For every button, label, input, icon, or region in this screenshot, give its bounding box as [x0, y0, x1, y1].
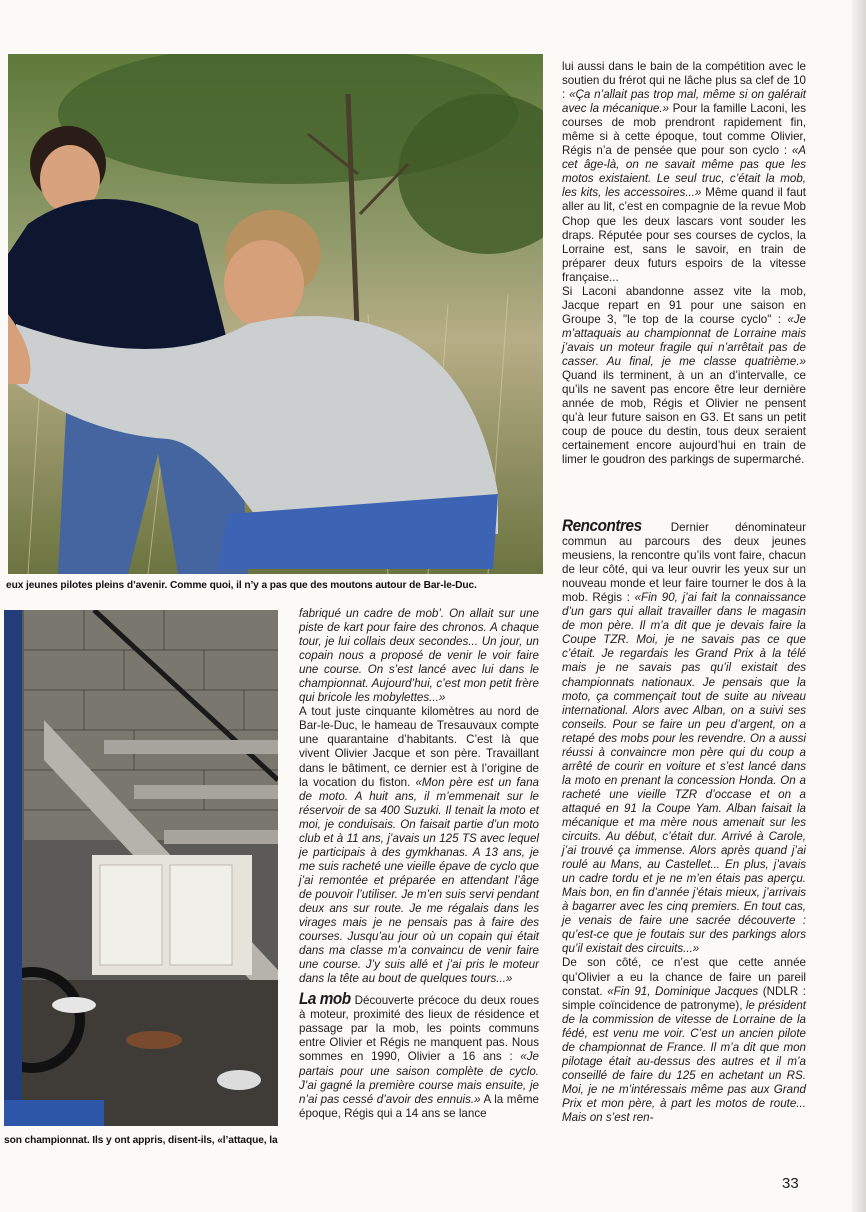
- quote-run: «A cet âge-là, on ne savait même pas que les motos existaient. Le seul truc, c’était la mob, les kits, les accessoires...»: [562, 144, 806, 200]
- photo-caption-top: eux jeunes pilotes pleins d’avenir. Comme quoi, il n’y a pas que des moutons autour de Bar-le-Duc.: [6, 580, 477, 591]
- text-run: A la même époque, Régis qui a 14 ans se lance: [299, 1092, 540, 1120]
- text-run: (NDLR : simple coïncidence de patronyme),: [562, 984, 807, 1012]
- quote-run: «Je partais pour une saison complète de cyclo. J’ai gagné la première course mais ensuite, je n’ai pas cessé d’avoir des ennuis.»: [299, 1050, 539, 1106]
- paragraph: [562, 516, 806, 956]
- paragraph: [562, 956, 806, 1125]
- paragraph: [299, 989, 540, 1120]
- text-run: lui aussi dans le bain de la compétition avec le soutien du frérot qui ne lâche plus sa clef de 10 :: [562, 60, 806, 102]
- quote-run: le président de la commission de vitesse de Lorraine de la fédé, est venu me voir. C’est un ancien pilote de championnat de France. Il m’a dit que mon pilotage était au-dessus des autres et il m’a conseillé de faire du 125 en achetant un RS. Moi, je ne m’intéressais même pas aux Grand Prix et mon père, à part les motos de route... Mais on s’est ren-: [562, 998, 806, 1124]
- quote-run: «Fin 91, Dominique Jacques: [607, 984, 759, 998]
- text-run: Pour la famille Laconi, les courses de mob prendront rapidement fin, même si à cette époque, tout comme Olivier, Régis n’a de pensée que pour son cyclo :: [562, 102, 807, 158]
- section-heading-la-mob: La mob: [299, 989, 351, 1009]
- paragraph: fabriqué un cadre de mob’. On allait sur une piste de kart pour faire des chronos. A chaque tour, je lui collais deux secondes... Un jour, un copain nous a proposé de venir le voir faire une course. On s’est lancé avec lui dans le championnat. Aujourd’hui, c’est mon petit frère qui bricole les mobylettes...»: [299, 607, 539, 705]
- paragraph: [299, 705, 539, 986]
- text-run: Quand ils terminent, à un an d’intervalle, ce qu’ils ne savent pas encore être leur dernière année de mob, Régis et Olivier ne pensent qu’à leur future saison en G3. Et sans un petit coup de pouce du destin, tous deux seraient certainement encore aujourd’hui en train de limer le goudron des parkings de supermarché.: [562, 369, 806, 467]
- quote-run: «Je m’attaquais au championnat de Lorraine mais j’avais un moteur fragile qui n’arrêtait pas de casser. Au final, je me classe quatrième.»: [562, 312, 806, 368]
- text-run: Découverte précoce du deux roues à moteur, proximité des lieux de résidence et passage par la mob, les points communs entre Olivier et Régis ne manquent pas. Nous sommes en 1990, Olivier a 16 ans :: [299, 994, 539, 1064]
- paragraph: [562, 60, 806, 285]
- text-run: Si Laconi abandonne assez vite la mob, Jacque repart en 91 pour une saison en Groupe 3, "le top de la course cyclo" :: [562, 284, 806, 326]
- page-edge: [852, 0, 866, 1212]
- text-run: A tout juste cinquante kilomètres au nord de Bar-le-Duc, le hameau de Tresauvaux compte une quarantaine d’habitants. C’est là que vivent Olivier Jacque et son père. Travaillant dans le bâtiment, ce dernier est à l’origine de la vocation du fiston.: [299, 705, 539, 789]
- text-run: Dernier dénominateur commun au parcours des deux jeunes meusiens, la rencontre qu’ils vont faire, chacun de leur côté, qui va leur ouvrir les yeux sur un nouveau monde et leur faire tourner le dos à la mob. Régis :: [562, 521, 806, 605]
- page-number: 33: [782, 1175, 799, 1192]
- article-column-right-bottom: [562, 516, 807, 1125]
- text-run: De son côté, ce n’est que cette année qu’Olivier a eu la chance de faire un pareil constat.: [562, 956, 806, 998]
- article-column-middle: [299, 607, 539, 1121]
- quote-run: «Mon père est un fana de moto. A huit ans, il m’emmenait sur le réservoir de sa 400 Suzuki. Il tenait la moto et moi, je conduisais. On faisait partie d’un moto club et à 11 ans, j’avais un 125 TS avec lequel je participais à des gymkhanas. A 13 ans, je me suis racheté une vieille épave de cyclo que j’ai remontée et préparée en attendant l’âge de pouvoir l’utiliser. Je m’en suis servi pendant deux ans sur route. Je me régalais dans les virages mais je ne pensais pas à faire des courses. Jusqu’au jour où un copain qui était dans ma classe m’a convaincu de venir faire une course. J’y suis allé et j’ai pris le moteur dans la tête au bout de quelques tours...»: [299, 775, 539, 986]
- photo-caption-bottom: son championnat. Ils y ont appris, disent-ils, «l’attaque, la: [4, 1135, 278, 1146]
- article-column-right-top: [562, 60, 806, 467]
- quote-run: «Fin 90, j’ai fait la connaissance d’un gars qui allait travailler dans le magasin de mon père. Il m’a dit que je devais faire la Coupe TZR. Moi, je ne savais pas ce que c’était. Je regardais les Grand Prix à la télé mais je ne savais pas qu’il existait des championnats nationaux. Je pensais que la moto, ça commençait tout de suite au niveau international. Alors avec Alban, on a suivi ses conseils. Pour se faire un peu d’argent, on a retapé des mobs pour les revendre. On a aussi réussi à convaincre mon père qui du coup a arrêté de courir en voiture et s’est lancé dans la moto en prenant la concession Honda. On a racheté une vieille TZR d’occase et on a attaqué en 91 la Coupe Yam. Alban faisait la mécanique et ma mère nous amenait sur les circuits. Au début, c’était dur. Arrivé à Carole, j’ai trouvé ça immense. Alors après quand j’ai roulé au Mans, au Castellet... En plus, j’avais un cadre tordu et je ne m’en étais pas aperçu. Mais bon, en fin d’année j’étais mieux, j’arrivais à bagarrer avec les cinq premiers. En tout cas, je venais de faire une sacrée découverte : qu’est-ce que je foutais sur des parkings alors qu’il existait des circuits...»: [562, 591, 806, 956]
- section-heading-rencontres: Rencontres: [562, 516, 642, 535]
- paragraph: [562, 285, 806, 468]
- photo-staircase: [4, 610, 278, 1126]
- photo-riders: [8, 54, 543, 574]
- quote-run: «Ça n’allait pas trop mal, même si on galérait avec la mécanique.»: [562, 88, 806, 116]
- text-run: Même quand il faut aller au lit, c’est en compagnie de la revue Mob Chop que les deux lascars vont souder les draps. Réputée pour ses courses de cyclos, la Lorraine est, sans le savoir, en train de préparer deux futurs espoirs de la vitesse française...: [562, 186, 806, 284]
